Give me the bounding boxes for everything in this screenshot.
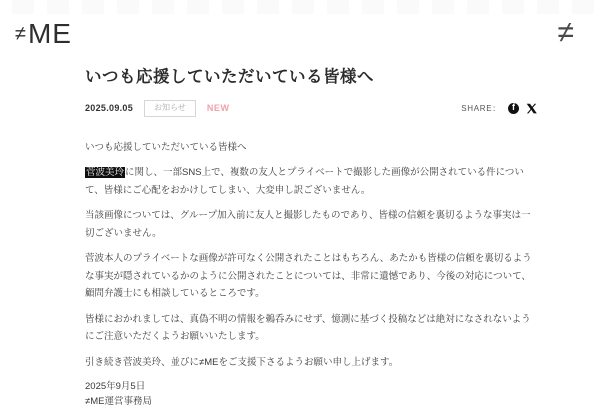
new-badge: NEW <box>206 103 230 114</box>
article-body <box>85 139 537 410</box>
share-block <box>461 103 537 114</box>
paragraph-apology <box>85 164 537 199</box>
signature-name: ≠ME運営事務局 <box>85 396 152 408</box>
article-meta-row <box>85 100 537 117</box>
paragraph-facts: 当該画像については、グループ加入前に友人と撮影したものであり、皆様の信頼を裏切るような事実は一切ございません。 <box>85 210 531 239</box>
signature-block <box>85 379 537 409</box>
facebook-share-icon[interactable]: f <box>508 103 519 114</box>
x-share-icon[interactable] <box>526 103 537 114</box>
paragraph-legal: 菅波本人のプライベートな画像が許可なく公開されたことはもちろん、あたかも皆様の信頼を裏切るような事実が隠されているかのように公開されたことについては、非常に遺憾であり、今後の対応について、顧問弁護士にも相談しているところです。 <box>85 253 532 300</box>
menu-notequal-icon[interactable]: ≠ <box>557 16 574 49</box>
signature-date: 2025年9月5日 <box>85 381 146 393</box>
paragraph-request: 皆様におかれましては、真偽不明の情報を鵜呑みにせず、憶測に基づく投稿などは絶対になされないようにご注意いただくようお願いいたします。 <box>85 313 531 343</box>
article <box>85 66 537 417</box>
logo-text: ME <box>27 18 72 49</box>
paragraph-closing: 引き続き菅波美玲、並びに≠MEをご支援下さるようお願い申し上げます。 <box>85 356 399 368</box>
logo-notequal-symbol: ≠ <box>15 23 26 45</box>
article-title: いつも応援していただいている皆様へ <box>85 68 374 86</box>
article-date: 2025.09.05 <box>85 103 134 114</box>
paragraph-apology-text: に関し、一部SNS上で、複数の友人とプライベートで撮影した画像が公開されている件について、皆様にご心配をおかけしてしまい、大変申し訳ございません。 <box>85 167 524 196</box>
top-decorative-strip <box>12 0 600 14</box>
highlighted-member-name: 菅波美玲 <box>86 167 125 179</box>
site-logo[interactable] <box>15 16 72 48</box>
share-label: SHARE： <box>461 103 501 113</box>
greeting-line: いつも応援していただいている皆様へ <box>85 141 247 153</box>
category-badge[interactable]: お知らせ <box>144 100 196 117</box>
site-header <box>15 16 574 48</box>
